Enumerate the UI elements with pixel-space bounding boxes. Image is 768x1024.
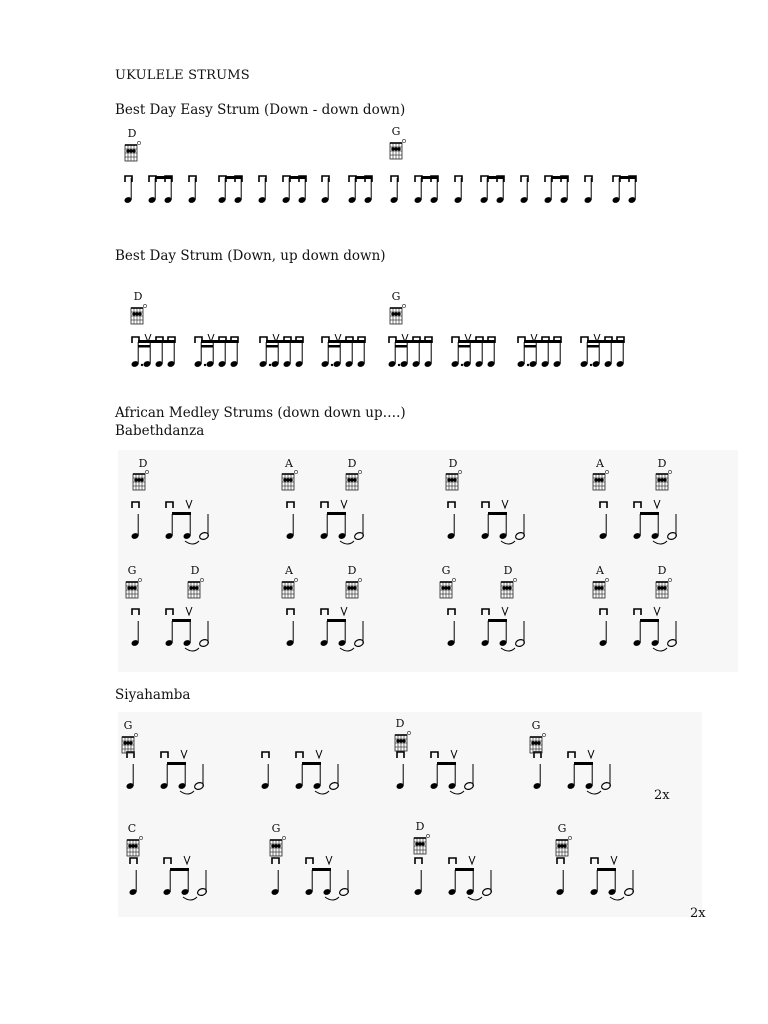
chord-open-string — [605, 578, 608, 581]
tie — [340, 648, 354, 651]
beam — [170, 868, 189, 871]
down-strum-mark — [130, 858, 137, 864]
chord-open-string — [358, 470, 361, 473]
chord-dot — [421, 842, 424, 845]
down-strum-mark — [448, 502, 455, 508]
section-heading-siyahamba: Siyahamba — [115, 687, 191, 703]
chord-dot — [557, 844, 560, 847]
chord-label: G — [557, 822, 567, 835]
beam — [619, 176, 636, 179]
down-strum-mark — [634, 502, 641, 508]
chord-dot — [350, 586, 353, 589]
chord-dot — [128, 844, 131, 847]
down-strum-mark — [449, 858, 456, 864]
beam — [488, 619, 507, 622]
dot — [269, 364, 271, 366]
up-strum-mark — [502, 607, 508, 615]
tie — [587, 791, 601, 794]
chord-dot — [657, 586, 660, 589]
chord-open-string — [294, 470, 297, 473]
chord-label: G — [391, 125, 401, 138]
chord-open-string — [138, 578, 141, 581]
chord-dot — [450, 478, 453, 481]
beam — [355, 176, 372, 179]
chord-dot — [402, 739, 405, 742]
chord-dot — [126, 741, 129, 744]
tie — [501, 541, 515, 544]
chord-open-string — [568, 836, 571, 839]
up-strum-mark — [451, 750, 457, 758]
chord-dot — [531, 741, 534, 744]
up-strum-mark — [502, 500, 508, 508]
chord-label: G — [441, 564, 451, 577]
down-strum-mark — [482, 502, 489, 508]
up-strum-mark — [588, 750, 594, 758]
chord-dot — [353, 478, 356, 481]
beam — [225, 176, 242, 179]
down-strum-mark — [164, 858, 171, 864]
chord-dot — [657, 478, 660, 481]
beam — [640, 619, 659, 622]
chord-label: D — [190, 564, 200, 577]
up-strum-mark — [186, 500, 192, 508]
down-strum-mark — [287, 609, 294, 615]
chord-label: G — [127, 564, 137, 577]
chord-dot — [127, 586, 130, 589]
chord-open-string — [402, 304, 405, 307]
chord-dot — [660, 478, 663, 481]
chord-open-string — [668, 470, 671, 473]
page-title: UKULELE STRUMS — [115, 68, 250, 83]
dot — [527, 364, 529, 366]
chord-dot — [126, 149, 129, 152]
down-strum-mark — [166, 609, 173, 615]
up-strum-mark — [654, 500, 660, 508]
repeat-marker: 2x — [654, 788, 670, 803]
tie — [501, 648, 515, 651]
dot — [461, 364, 463, 366]
beam — [488, 512, 507, 515]
beam — [201, 345, 213, 348]
chord-open-string — [282, 836, 285, 839]
chord-dot — [135, 312, 138, 315]
chord-dot — [397, 312, 400, 315]
chord-dot — [597, 586, 600, 589]
chord-dot — [134, 844, 137, 847]
down-strum-mark — [321, 502, 328, 508]
up-strum-mark — [184, 856, 190, 864]
chord-dot — [129, 741, 132, 744]
chord-dot — [391, 147, 394, 150]
down-strum-mark — [262, 752, 269, 758]
section-heading-best-day-easy: Best Day Easy Strum (Down - down down) — [115, 102, 406, 118]
dot — [204, 364, 206, 366]
up-strum-mark — [181, 750, 187, 758]
down-strum-mark — [600, 609, 607, 615]
beam — [640, 512, 659, 515]
tie — [468, 897, 482, 900]
repeat-marker: 2x — [690, 906, 706, 921]
chord-open-string — [139, 836, 142, 839]
chord-open-string — [134, 733, 137, 736]
chord-dot — [418, 842, 421, 845]
chord-open-string — [426, 834, 429, 837]
chord-label: D — [503, 564, 513, 577]
chord-dot — [353, 586, 356, 589]
down-strum-mark — [306, 858, 313, 864]
down-strum-mark — [415, 858, 422, 864]
beam — [289, 176, 306, 179]
chord-dot — [563, 844, 566, 847]
chord-dot — [391, 312, 394, 315]
chord-label: A — [596, 564, 604, 577]
chord-dot — [394, 312, 397, 315]
chord-dot — [399, 739, 402, 742]
chord-label: D — [347, 564, 357, 577]
chord-dot — [347, 478, 350, 481]
beam — [328, 345, 340, 348]
beam — [172, 619, 191, 622]
chord-label: D — [657, 564, 667, 577]
down-strum-mark — [557, 858, 564, 864]
chord-dot — [195, 586, 198, 589]
dot — [590, 364, 592, 366]
down-strum-mark — [321, 609, 328, 615]
chord-dot — [140, 478, 143, 481]
chord-dot — [129, 149, 132, 152]
chord-dot — [277, 844, 280, 847]
chord-label: D — [448, 457, 458, 470]
up-strum-mark — [469, 856, 475, 864]
chord-label: G — [123, 719, 133, 732]
dot — [141, 364, 143, 366]
chord-dot — [597, 478, 600, 481]
tie — [450, 791, 464, 794]
chord-label: D — [657, 457, 667, 470]
section-heading-african-medley: African Medley Strums (down down up….) — [115, 405, 406, 421]
down-strum-mark — [431, 752, 438, 758]
chord-open-string — [513, 578, 516, 581]
chord-dot — [447, 586, 450, 589]
chord-open-string — [668, 578, 671, 581]
chord-open-string — [542, 733, 545, 736]
chord-dot — [453, 478, 456, 481]
chord-dot — [534, 741, 537, 744]
down-strum-mark — [482, 609, 489, 615]
up-strum-mark — [341, 607, 347, 615]
chord-open-string — [145, 470, 148, 473]
beam — [597, 868, 616, 871]
tie — [325, 897, 339, 900]
chord-dot — [663, 478, 666, 481]
down-strum-mark — [568, 752, 575, 758]
up-strum-mark — [186, 607, 192, 615]
tie — [653, 541, 667, 544]
chord-dot — [283, 586, 286, 589]
chord-dot — [286, 478, 289, 481]
beam — [312, 868, 331, 871]
chord-dot — [274, 844, 277, 847]
chord-dot — [394, 147, 397, 150]
chord-dot — [505, 586, 508, 589]
chord-label: A — [285, 564, 293, 577]
chord-dot — [271, 844, 274, 847]
chord-open-string — [452, 578, 455, 581]
dot — [398, 364, 400, 366]
up-strum-mark — [326, 856, 332, 864]
chord-dot — [502, 586, 505, 589]
chord-label: D — [133, 290, 143, 303]
down-strum-mark — [166, 502, 173, 508]
chord-dot — [660, 586, 663, 589]
up-strum-mark — [611, 856, 617, 864]
chord-dot — [132, 149, 135, 152]
chord-dot — [594, 478, 597, 481]
chord-dot — [594, 586, 597, 589]
chord-dot — [286, 586, 289, 589]
chord-dot — [134, 478, 137, 481]
chord-dot — [397, 147, 400, 150]
chord-dot — [289, 586, 292, 589]
down-strum-mark — [296, 752, 303, 758]
beam — [327, 512, 346, 515]
beam — [327, 619, 346, 622]
chord-dot — [663, 586, 666, 589]
tie — [653, 648, 667, 651]
tie — [185, 541, 199, 544]
chord-label: A — [285, 457, 293, 470]
chord-label: A — [596, 457, 604, 470]
up-strum-mark — [316, 750, 322, 758]
beam — [574, 762, 593, 765]
chord-dot — [130, 586, 133, 589]
chord-label: G — [531, 719, 541, 732]
chord-open-string — [407, 731, 410, 734]
beam — [155, 176, 172, 179]
chord-open-string — [402, 139, 405, 142]
chord-dot — [131, 844, 134, 847]
beam — [302, 762, 321, 765]
tie — [185, 648, 199, 651]
up-strum-mark — [654, 607, 660, 615]
beam — [551, 176, 568, 179]
down-strum-mark — [397, 752, 404, 758]
down-strum-mark — [132, 502, 139, 508]
tie — [610, 897, 624, 900]
chord-dot — [138, 312, 141, 315]
beam — [172, 512, 191, 515]
beam — [455, 868, 474, 871]
chord-label: D — [138, 457, 148, 470]
chord-dot — [444, 586, 447, 589]
chord-dot — [347, 586, 350, 589]
chord-dot — [192, 586, 195, 589]
tie — [183, 897, 197, 900]
dot — [331, 364, 333, 366]
beam — [487, 176, 504, 179]
chord-dot — [133, 586, 136, 589]
chord-label: D — [415, 820, 425, 833]
chord-label: D — [127, 127, 137, 140]
chord-dot — [508, 586, 511, 589]
chord-label: G — [271, 822, 281, 835]
chord-dot — [350, 478, 353, 481]
beam — [458, 345, 470, 348]
down-strum-mark — [272, 858, 279, 864]
chord-dot — [415, 842, 418, 845]
chord-dot — [137, 478, 140, 481]
chord-open-string — [458, 470, 461, 473]
beam — [167, 762, 186, 765]
up-strum-mark — [341, 500, 347, 508]
beam — [421, 176, 438, 179]
chord-dot — [123, 741, 126, 744]
beam — [524, 345, 536, 348]
chord-open-string — [143, 304, 146, 307]
chord-dot — [289, 478, 292, 481]
chord-open-string — [294, 578, 297, 581]
beam — [138, 345, 150, 348]
chord-open-string — [137, 141, 140, 144]
chord-dot — [283, 478, 286, 481]
beam — [437, 762, 456, 765]
down-strum-mark — [287, 502, 294, 508]
down-strum-mark — [591, 858, 598, 864]
section-subheading-babethdanza: Babethdanza — [115, 423, 205, 439]
beam — [587, 345, 599, 348]
chord-dot — [600, 478, 603, 481]
down-strum-mark — [600, 502, 607, 508]
chord-label: D — [395, 717, 405, 730]
down-strum-mark — [161, 752, 168, 758]
down-strum-mark — [132, 609, 139, 615]
chord-dot — [132, 312, 135, 315]
beam — [266, 345, 278, 348]
chord-label: D — [347, 457, 357, 470]
chord-open-string — [358, 578, 361, 581]
chord-open-string — [200, 578, 203, 581]
tie — [180, 791, 194, 794]
chord-dot — [447, 478, 450, 481]
chord-dot — [441, 586, 444, 589]
chord-label: C — [127, 822, 137, 835]
chord-dot — [600, 586, 603, 589]
section-heading-best-day: Best Day Strum (Down, up down down) — [115, 248, 386, 264]
tie — [340, 541, 354, 544]
beam — [395, 345, 407, 348]
chord-dot — [396, 739, 399, 742]
chord-dot — [189, 586, 192, 589]
chord-label: G — [391, 290, 401, 303]
chord-open-string — [605, 470, 608, 473]
down-strum-mark — [448, 609, 455, 615]
down-strum-mark — [634, 609, 641, 615]
tie — [315, 791, 329, 794]
chord-dot — [560, 844, 563, 847]
chord-dot — [537, 741, 540, 744]
